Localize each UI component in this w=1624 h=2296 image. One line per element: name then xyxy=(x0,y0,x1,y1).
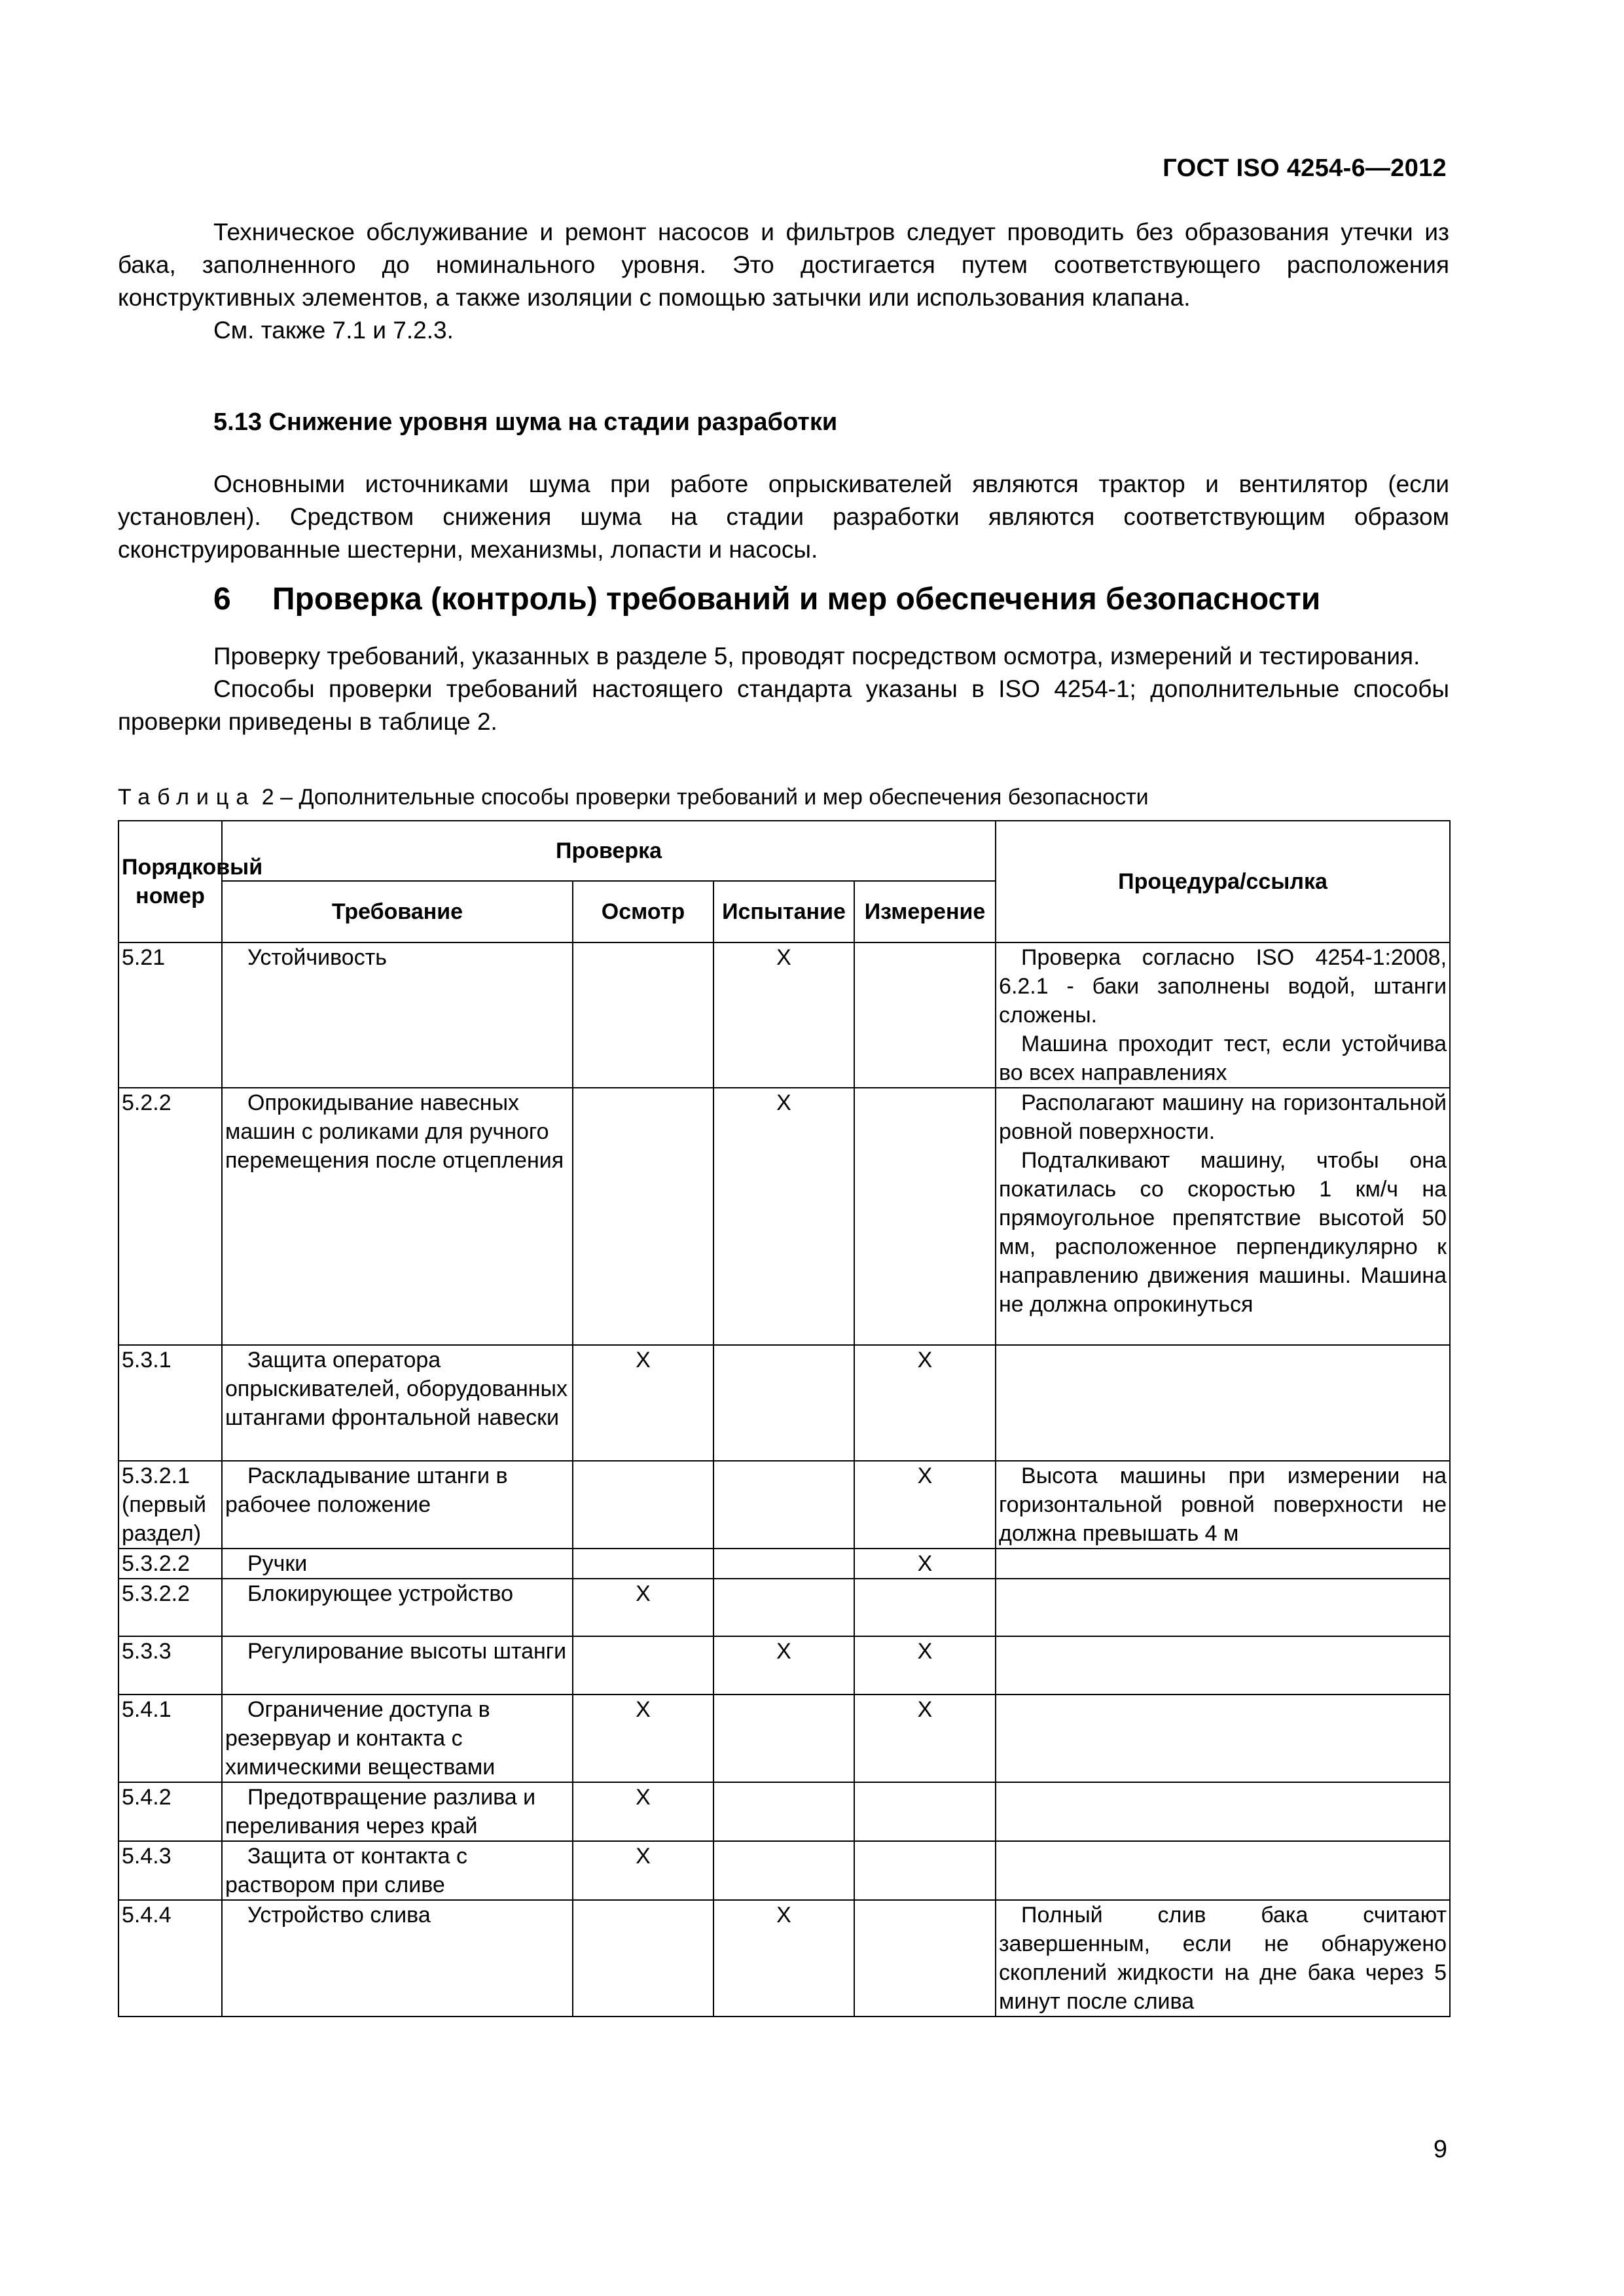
procedure-text: Располагают машину на горизонтальной ровной поверхности. xyxy=(999,1090,1447,1144)
table-row xyxy=(118,1345,1450,1461)
header-number: Порядковый номер xyxy=(118,821,222,942)
table-caption xyxy=(118,785,1149,810)
intro-reference: См. также 7.1 и 7.2.3. xyxy=(213,317,454,344)
row-number: 5.3.2.2 xyxy=(118,1549,222,1579)
row-requirement: Устойчивость xyxy=(222,942,573,1088)
verification-table xyxy=(118,820,1451,2017)
row-procedure xyxy=(996,1461,1450,1549)
row-number: 5.2.2 xyxy=(118,1088,222,1345)
procedure-text: Высота машины при измерении на горизонтальной ровной поверхности не должна превышать 4 м xyxy=(999,1463,1447,1546)
header-inspection: Осмотр xyxy=(573,881,713,942)
table-row xyxy=(118,1782,1450,1841)
subsection-text-block xyxy=(118,468,1449,566)
row-number: 5.4.4 xyxy=(118,1900,222,2017)
section-paragraph: Проверку требований, указанных в разделе 5, проводят посредством осмотра, измерений и тестирования. xyxy=(213,643,1420,670)
row-inspection-mark xyxy=(573,1549,713,1579)
row-requirement: Ограничение доступа в резервуар и контакта с химическими веществами xyxy=(222,1695,573,1782)
row-number: 5.3.2.1 (первый раздел) xyxy=(118,1461,222,1549)
row-procedure xyxy=(996,1841,1450,1900)
procedure-text: Подталкивают машину, чтобы она покатилась со скоростью 1 км/ч на прямоугольное препятствие высотой 50 мм, расположенное перпендикулярно к направлению движения машины. Машина не должна опрокинуться xyxy=(999,1148,1447,1317)
row-measurement-mark: X xyxy=(854,1695,996,1782)
row-testing-mark xyxy=(713,1549,854,1579)
header-measurement: Измерение xyxy=(854,881,996,942)
row-requirement: Защита от контакта с раствором при сливе xyxy=(222,1841,573,1900)
row-number: 5.3.2.2 xyxy=(118,1579,222,1636)
row-requirement: Защита оператора опрыскивателей, оборудованных штангами фронтальной навески xyxy=(222,1345,573,1461)
row-testing-mark xyxy=(713,1841,854,1900)
section-paragraph: Способы проверки требований настоящего стандарта указаны в ISO 4254-1; дополнительные способы проверки приведены в таблице 2. xyxy=(118,675,1449,735)
section-number: 6 xyxy=(213,582,231,617)
row-procedure xyxy=(996,1900,1450,2017)
row-testing-mark xyxy=(713,1695,854,1782)
row-procedure xyxy=(996,942,1450,1088)
row-requirement: Ручки xyxy=(222,1549,573,1579)
row-testing-mark: X xyxy=(713,942,854,1088)
row-number: 5.21 xyxy=(118,942,222,1088)
document-id-header: ГОСТ ISO 4254-6—2012 xyxy=(1163,154,1447,182)
table-caption-prefix: Таблица xyxy=(118,785,256,810)
row-measurement-mark xyxy=(854,1841,996,1900)
section-heading xyxy=(213,581,1320,617)
table-row xyxy=(118,1549,1450,1579)
row-requirement: Регулирование высоты штанги xyxy=(222,1636,573,1695)
intro-text xyxy=(118,216,1449,347)
row-testing-mark: X xyxy=(713,1636,854,1695)
row-testing-mark: X xyxy=(713,1088,854,1345)
row-inspection-mark: X xyxy=(573,1579,713,1636)
section-text xyxy=(118,640,1449,738)
row-inspection-mark: X xyxy=(573,1345,713,1461)
row-measurement-mark xyxy=(854,942,996,1088)
row-inspection-mark xyxy=(573,942,713,1088)
header-requirement: Требование xyxy=(222,881,573,942)
row-procedure xyxy=(996,1636,1450,1695)
row-number: 5.3.3 xyxy=(118,1636,222,1695)
table-row xyxy=(118,1695,1450,1782)
row-inspection-mark xyxy=(573,1636,713,1695)
header-check: Проверка xyxy=(222,821,996,881)
intro-paragraph: Техническое обслуживание и ремонт насосов и фильтров следует проводить без образования утечки из бака, заполненного до номинального уровня. Это достигается путем соответствующего расположения конструктивных элементов, а также изоляции с помощью затычки или использования клапана. xyxy=(118,219,1449,311)
row-measurement-mark xyxy=(854,1088,996,1345)
row-testing-mark xyxy=(713,1782,854,1841)
row-requirement: Раскладывание штанги в рабочее положение xyxy=(222,1461,573,1549)
row-procedure xyxy=(996,1782,1450,1841)
section-title: Проверка (контроль) требований и мер обеспечения безопасности xyxy=(272,582,1321,617)
row-inspection-mark xyxy=(573,1900,713,2017)
row-procedure xyxy=(996,1088,1450,1345)
row-requirement: Блокирующее устройство xyxy=(222,1579,573,1636)
table-row xyxy=(118,1579,1450,1636)
row-procedure xyxy=(996,1549,1450,1579)
table-row xyxy=(118,1461,1450,1549)
row-measurement-mark: X xyxy=(854,1636,996,1695)
subsection-title: 5.13 Снижение уровня шума на стадии разработки xyxy=(213,408,838,436)
header-procedure: Процедура/ссылка xyxy=(996,821,1450,942)
row-testing-mark xyxy=(713,1345,854,1461)
procedure-text: Полный слив бака считают завершенным, если не обнаружено скоплений жидкости на дне бака через 5 минут после слива xyxy=(999,1903,1447,2014)
row-measurement-mark xyxy=(854,1782,996,1841)
row-number: 5.4.3 xyxy=(118,1841,222,1900)
row-inspection-mark xyxy=(573,1461,713,1549)
row-testing-mark xyxy=(713,1461,854,1549)
row-measurement-mark: X xyxy=(854,1549,996,1579)
row-requirement: Устройство слива xyxy=(222,1900,573,2017)
row-inspection-mark: X xyxy=(573,1695,713,1782)
subsection-text: Основными источниками шума при работе опрыскивателей являются трактор и вентилятор (если установлен). Средством снижения шума на стадии разработки являются соответствующим образом сконструированные шестерни, механизмы, лопасти и насосы. xyxy=(118,471,1449,563)
row-procedure xyxy=(996,1579,1450,1636)
table-row xyxy=(118,1900,1450,2017)
row-measurement-mark: X xyxy=(854,1461,996,1549)
row-number: 5.4.2 xyxy=(118,1782,222,1841)
row-requirement: Предотвращение разлива и переливания через край xyxy=(222,1782,573,1841)
row-inspection-mark: X xyxy=(573,1841,713,1900)
table-caption-text: 2 – Дополнительные способы проверки требований и мер обеспечения безопасности xyxy=(261,785,1149,810)
row-inspection-mark xyxy=(573,1088,713,1345)
row-procedure xyxy=(996,1345,1450,1461)
table-row xyxy=(118,1088,1450,1345)
table-row xyxy=(118,942,1450,1088)
row-testing-mark: X xyxy=(713,1900,854,2017)
row-requirement: Опрокидывание навесных машин с роликами для ручного перемещения после отцепления xyxy=(222,1088,573,1345)
row-measurement-mark xyxy=(854,1900,996,2017)
procedure-text: Машина проходит тест, если устойчива во всех направлениях xyxy=(999,1031,1447,1085)
row-inspection-mark: X xyxy=(573,1782,713,1841)
page-number: 9 xyxy=(1433,2136,1447,2163)
procedure-text: Проверка согласно ISO 4254-1:2008, 6.2.1 - баки заполнены водой, штанги сложены. xyxy=(999,945,1447,1028)
table-row xyxy=(118,1636,1450,1695)
header-testing: Испытание xyxy=(713,881,854,942)
row-measurement-mark xyxy=(854,1579,996,1636)
table-row xyxy=(118,1841,1450,1900)
row-testing-mark xyxy=(713,1579,854,1636)
row-number: 5.3.1 xyxy=(118,1345,222,1461)
row-number: 5.4.1 xyxy=(118,1695,222,1782)
row-measurement-mark: X xyxy=(854,1345,996,1461)
row-procedure xyxy=(996,1695,1450,1782)
